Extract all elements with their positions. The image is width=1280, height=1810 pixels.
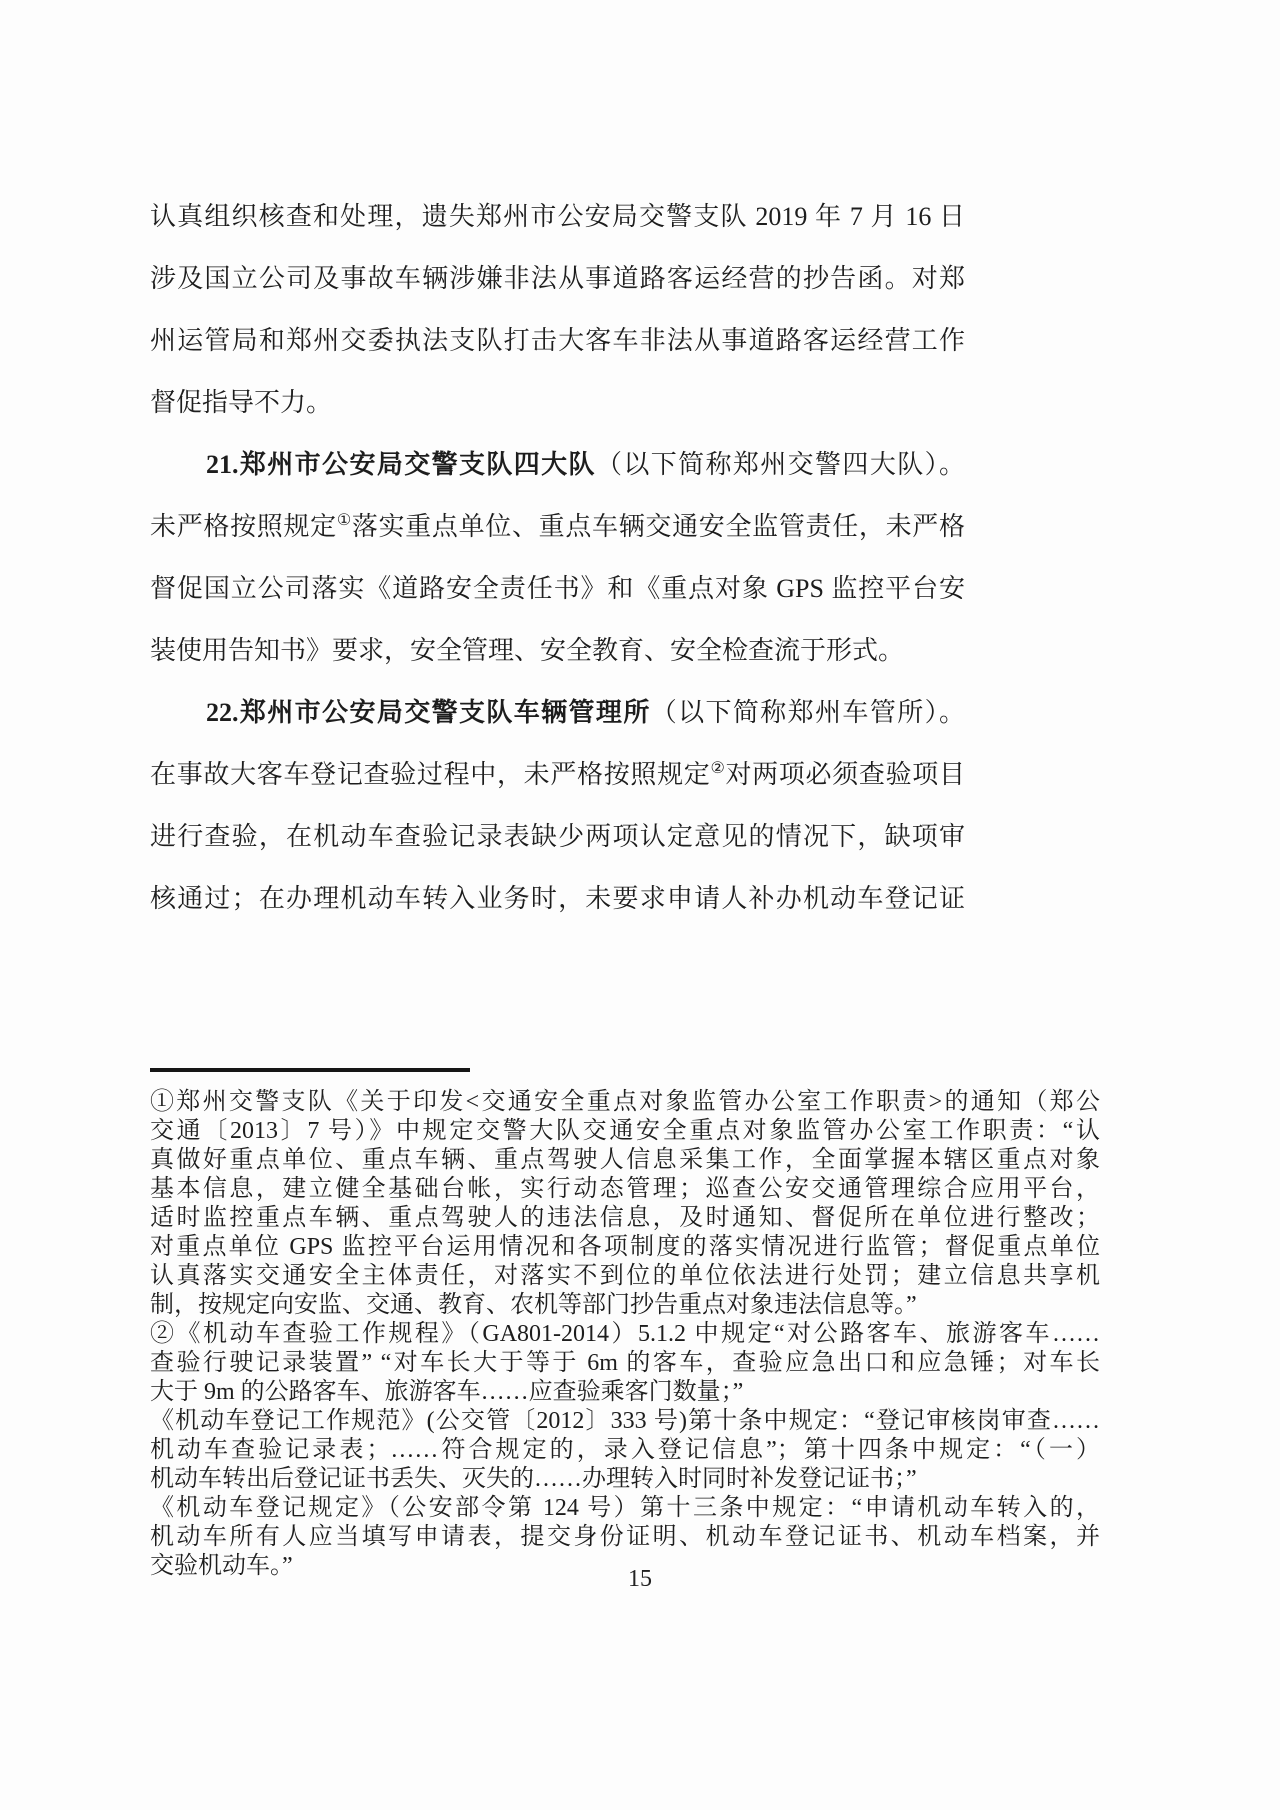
body-text-line: [150, 496, 965, 558]
footnote-line: [150, 1146, 1100, 1175]
body-text-line: [150, 310, 965, 372]
body-text-line: [150, 372, 965, 434]
footnote-text: 机动车所有人应当填写申请表，提交身份证明、机动车登记证书、机动车档案，并: [150, 1524, 1100, 1550]
footnote-ref-1: ①: [336, 512, 352, 529]
footnote-text: 真做好重点单位、重点车辆、重点驾驶人信息采集工作，全面掌握本辖区重点对象: [150, 1147, 1100, 1173]
footnote-text: 机动车查验记录表；……符合规定的，录入登记信息”；第十四条中规定：“（一）: [150, 1437, 1100, 1463]
footnote-text: 大于 9m 的公路客车、旅游客车……应查验乘客门数量；”: [150, 1379, 744, 1405]
body-line-text: 认真组织核查和处理，遗失郑州市公安局交警支队 2019 年 7 月 16 日: [150, 202, 965, 231]
body-text-line: [150, 744, 965, 806]
body-text-line: [150, 868, 965, 930]
footnote-line: [150, 1465, 1100, 1494]
body-line-text: 核通过；在办理机动车转入业务时，未要求申请人补办机动车登记证: [150, 884, 965, 913]
body-line-text: 督促指导不力。: [150, 388, 333, 417]
footnote-line: [150, 1407, 1100, 1436]
body-line-text: （以下简称郑州车管所）。: [650, 698, 965, 727]
body-text-line: [150, 248, 965, 310]
footnote-text: 制，按规定向安监、交通、教育、农机等部门抄告重点对象违法信息等。”: [150, 1292, 917, 1318]
footnote-text: 查验行驶记录装置” “对车长大于等于 6m 的客车，查验应急出口和应急锤；对车长: [150, 1350, 1100, 1376]
body-text-line: [150, 434, 965, 496]
body-text-line: [150, 558, 965, 620]
footnote-line: [150, 1088, 1100, 1117]
footnote-line: [150, 1291, 1100, 1320]
body-line-text: 未严格按照规定: [150, 512, 337, 541]
footnote-line: [150, 1523, 1100, 1552]
body-line-text: 进行查验，在机动车查验记录表缺少两项认定意见的情况下，缺项审: [150, 822, 965, 851]
footnote-line: [150, 1494, 1100, 1523]
footnote-line: [150, 1349, 1100, 1378]
footnote-line: [150, 1204, 1100, 1233]
footnote-text: ②《机动车查验工作规程》（GA801-2014）5.1.2 中规定“对公路客车、旅游客车……: [150, 1321, 1100, 1347]
body-line-text: 在事故大客车登记查验过程中，未严格按照规定: [150, 760, 711, 789]
footnote-text: 《机动车登记规定》（公安部令第 124 号）第十三条中规定：“申请机动车转入的，: [150, 1495, 1100, 1521]
footnote-line: [150, 1378, 1100, 1407]
body-line-text: 落实重点单位、重点车辆交通安全监管责任，未严格: [351, 512, 965, 541]
footnote-line: [150, 1233, 1100, 1262]
body-line-text: （以下简称郑州交警四大队）。: [595, 450, 965, 479]
body-line-text: 装使用告知书》要求，安全管理、安全教育、安全检查流于形式。: [150, 636, 905, 665]
footnote-text: 对重点单位 GPS 监控平台运用情况和各项制度的落实情况进行监管；督促重点单位: [150, 1234, 1100, 1260]
footnote-text: 适时监控重点车辆、重点驾驶人的违法信息，及时通知、督促所在单位进行整改；: [150, 1205, 1100, 1231]
footnote-line: [150, 1436, 1100, 1465]
footnote-separator: [150, 1068, 470, 1072]
body-text-line: [150, 186, 965, 248]
footnote-line: [150, 1262, 1100, 1291]
footnote-ref-2: ②: [710, 760, 726, 777]
footnote-text: 认真落实交通安全主体责任，对落实不到位的单位依法进行处罚；建立信息共享机: [150, 1263, 1100, 1289]
page-number: 15: [628, 1566, 652, 1592]
body-line-text: 对两项必须查验项目: [725, 760, 965, 789]
footnotes: [150, 1088, 1100, 1581]
item-21-heading: 21.郑州市公安局交警支队四大队: [206, 450, 596, 479]
item-22-heading: 22.郑州市公安局交警支队车辆管理所: [206, 698, 651, 727]
main-text: [150, 186, 965, 930]
footnote-text: ①郑州交警支队《关于印发<交通安全重点对象监管办公室工作职责>的通知（郑公: [150, 1089, 1100, 1115]
body-text-line: [150, 620, 965, 682]
footnote-text: 交验机动车。”: [150, 1553, 293, 1579]
footnote-text: 机动车转出后登记证书丢失、灭失的……办理转入时同时补发登记证书；”: [150, 1466, 917, 1492]
body-line-text: 涉及国立公司及事故车辆涉嫌非法从事道路客运经营的抄告函。对郑: [150, 264, 965, 293]
footnote-line: [150, 1320, 1100, 1349]
body-line-text: 督促国立公司落实《道路安全责任书》和《重点对象 GPS 监控平台安: [150, 574, 965, 603]
footnote-text: 交通〔2013〕7 号）》中规定交警大队交通安全重点对象监管办公室工作职责：“认: [150, 1118, 1100, 1144]
body-text-line: [150, 806, 965, 868]
footnote-line: [150, 1117, 1100, 1146]
body-text-line: [150, 682, 965, 744]
footnote-text: 《机动车登记工作规范》(公交管〔2012〕333 号)第十条中规定：“登记审核岗审查……: [150, 1408, 1100, 1434]
footnote-line: [150, 1175, 1100, 1204]
footnote-text: 基本信息，建立健全基础台帐，实行动态管理；巡查公安交通管理综合应用平台，: [150, 1176, 1100, 1202]
body-line-text: 州运管局和郑州交委执法支队打击大客车非法从事道路客运经营工作: [150, 326, 965, 355]
